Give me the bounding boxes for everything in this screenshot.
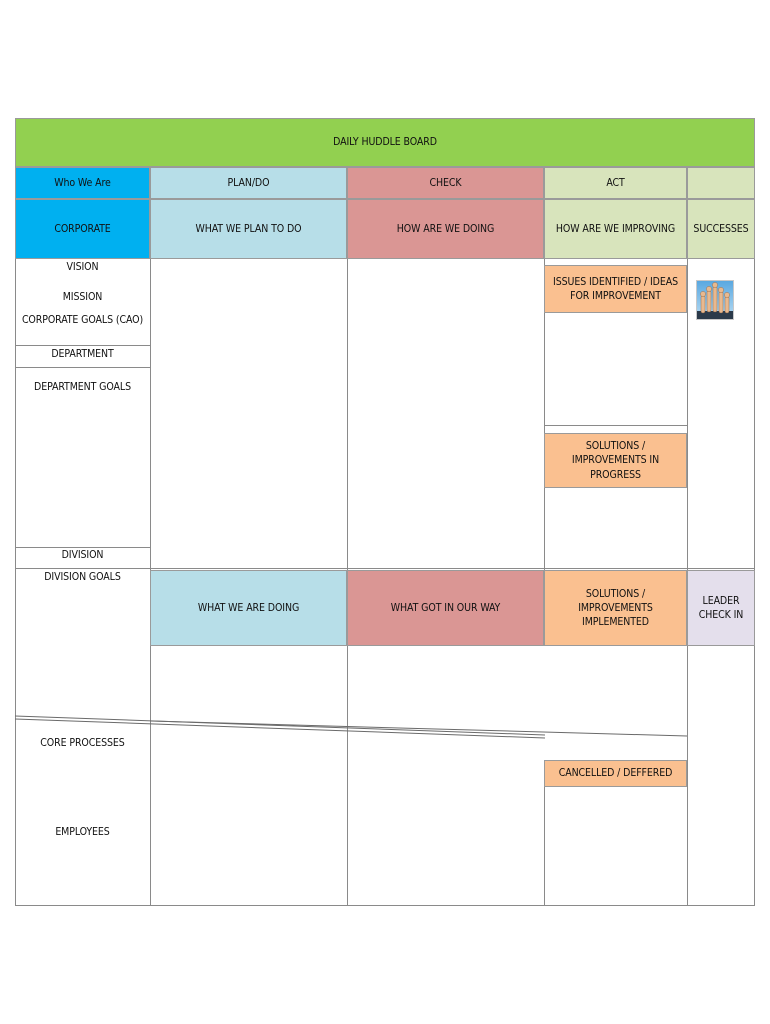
act-in-progress-text: SOLUTIONS / IMPROVEMENTS IN PROGRESS	[571, 440, 660, 481]
subheader-how-improving-text: HOW ARE WE IMPROVING	[555, 222, 676, 235]
label-vision: VISION	[66, 261, 99, 273]
label-employees: EMPLOYEES	[55, 826, 110, 838]
act-cancelled-deferred-text: CANCELLED / DEFFERED	[558, 767, 673, 780]
section-leader-check-in-text: LEADER CHECK IN	[698, 594, 744, 621]
board-title-text: DAILY HUDDLE BOARD	[333, 136, 437, 149]
label-department-goals: DEPARTMENT GOALS	[34, 381, 131, 393]
label-division-goals: DIVISION GOALS	[44, 571, 121, 583]
label-core-processes: CORE PROCESSES	[40, 737, 125, 749]
label-department: DEPARTMENT	[51, 348, 114, 360]
subheader-successes-text: SUCCESSES	[693, 222, 749, 235]
label-division: DIVISION	[61, 549, 104, 561]
act-issues-identified-text: ISSUES IDENTIFIED / IDEAS FOR IMPROVEMENT	[553, 275, 678, 302]
header-check-text: CHECK	[429, 176, 462, 189]
subheader-what-we-plan-text: WHAT WE PLAN TO DO	[195, 222, 302, 235]
header-who-we-are-text: Who We Are	[54, 176, 111, 189]
header-act-text: ACT	[606, 176, 625, 189]
subheader-how-we-doing-text: HOW ARE WE DOING	[396, 222, 495, 235]
section-what-got-in-way-text: WHAT GOT IN OUR WAY	[390, 601, 501, 614]
label-mission: MISSION	[62, 291, 103, 303]
label-corporate-goals: CORPORATE GOALS (CAO)	[21, 314, 144, 326]
subheader-corporate-text: CORPORATE	[54, 222, 111, 235]
header-plan-do-text: PLAN/DO	[227, 176, 270, 189]
act-cancelled-deferred	[544, 760, 687, 787]
section-what-we-are-doing-text: WHAT WE ARE DOING	[197, 601, 300, 614]
act-implemented-text: SOLUTIONS / IMPROVEMENTS IMPLEMENTED	[578, 587, 653, 629]
